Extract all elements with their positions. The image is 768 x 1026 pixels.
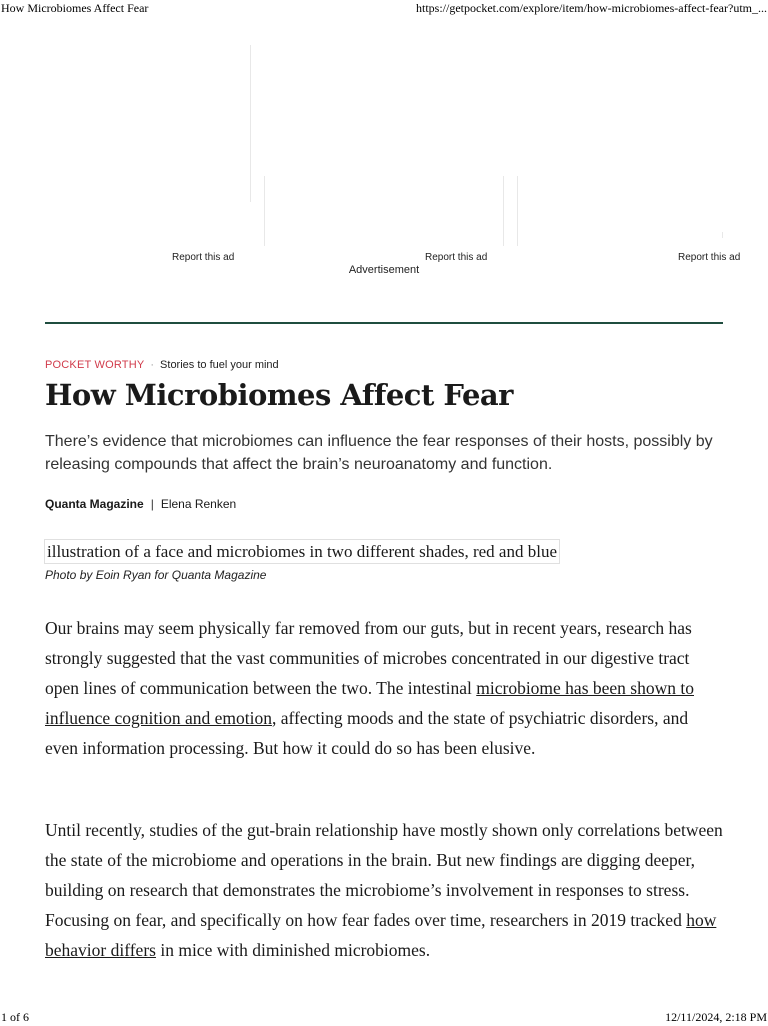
image-caption: Photo by Eoin Ryan for Quanta Magazine [45, 568, 267, 582]
ad-border [722, 232, 723, 238]
page-count: 1 of 6 [1, 1010, 29, 1024]
byline [45, 497, 236, 511]
behavior-differs-link[interactable]: how behavior differs [45, 910, 717, 960]
article-title: How Microbiomes Affect Fear [45, 378, 513, 412]
ad-border [264, 176, 265, 246]
print-footer [0, 1010, 768, 1026]
print-page-url: https://getpocket.com/explore/item/how-microbiomes-affect-fear?utm_... [416, 1, 767, 15]
ad-border [250, 45, 251, 202]
advertisement-label: Advertisement [348, 264, 420, 276]
article-eyebrow [45, 359, 279, 371]
publisher-name[interactable]: Quanta Magazine [45, 497, 144, 511]
section-divider [45, 322, 723, 324]
eyebrow-description: Stories to fuel your mind [160, 359, 279, 371]
eyebrow-separator: · [150, 359, 155, 371]
article-image-alt: illustration of a face and microbiomes in two different shades, red and blue [44, 539, 560, 564]
article-dek: There’s evidence that microbiomes can influence the fear responses of their hosts, possibly by releasing compounds that affect the brain’s neuroanatomy and function. [45, 433, 713, 473]
body-paragraph: Our brains may seem physically far removed from our guts, but in recent years, research has strongly suggested that the vast communities of microbes concentrated in our digestive tract open lines of communication between the two. The intestinal microbiome has been shown to influence cognition and emotion, affecting moods and the state of psychiatric disorders, and even information processing. But how it could do so has been elusive. [45, 618, 694, 758]
ad-border [517, 176, 518, 246]
print-timestamp: 12/11/2024, 2:18 PM [665, 1010, 767, 1024]
pocket-worthy-tag[interactable]: POCKET WORTHY [45, 359, 145, 371]
report-ad-link[interactable]: Report this ad [425, 252, 488, 263]
ad-border [503, 176, 504, 246]
body-paragraph: Until recently, studies of the gut-brain relationship have mostly shown only correlations between the state of the microbiome and operations in the brain. But new findings are digging deeper, building on research that demonstrates the microbiome’s involvement in responses to stress. Focusing on fear, and specifically on how fear fades over time, researchers in 2019 tracked how behavior differs in mice with diminished microbiomes. [45, 820, 723, 960]
print-page-title: How Microbiomes Affect Fear [1, 1, 149, 15]
byline-separator: | [150, 497, 154, 511]
print-header [0, 1, 768, 17]
microbiome-cognition-link[interactable]: microbiome has been shown to influence cognition and emotion [45, 678, 694, 728]
author-name: Elena Renken [160, 497, 237, 511]
report-ad-link[interactable]: Report this ad [172, 252, 235, 263]
report-ad-link[interactable]: Report this ad [678, 252, 741, 263]
